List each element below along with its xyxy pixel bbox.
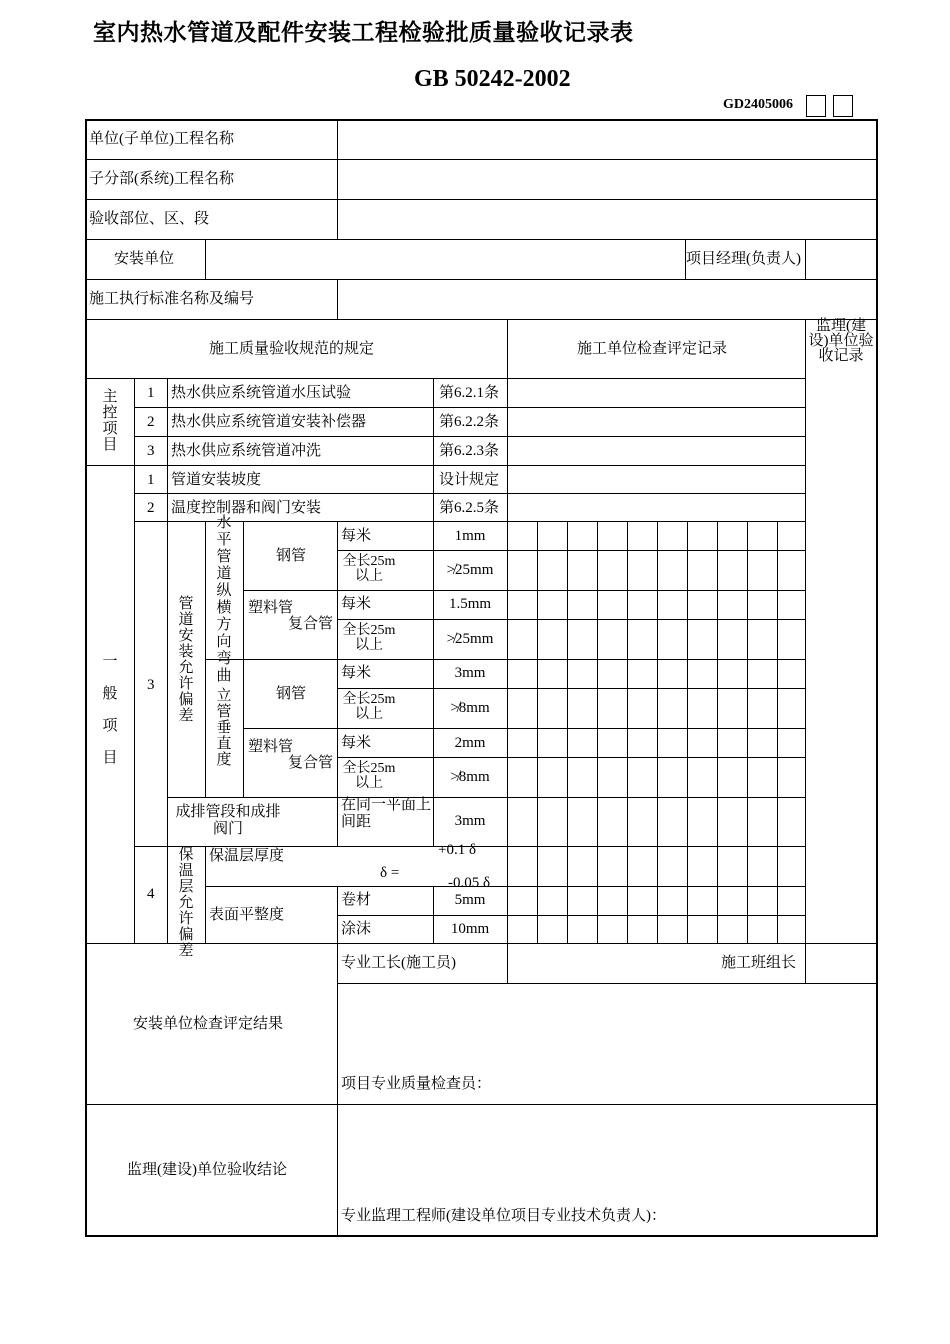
- main-row-3-clause: 第6.2.3条: [439, 443, 500, 459]
- v-steel-label: 钢管: [276, 686, 307, 702]
- v-plastic-per-m-label: 每米: [341, 735, 372, 751]
- row-pipe-label: 成排管段和成排阀门: [175, 804, 281, 837]
- main-items-label: 主控项目: [102, 389, 118, 453]
- insulation-thickness-tolerance: [434, 842, 506, 891]
- roll-material-label: 卷材: [341, 892, 372, 908]
- v-composite-label: 复合管: [287, 755, 333, 771]
- thickness-minus: -0.05 δ: [448, 875, 491, 891]
- project-manager-label: 项目经理(负责人): [686, 251, 801, 267]
- v-steel-full-value: ≯8mm: [450, 700, 490, 716]
- supervision-engineer-label: 专业监理工程师(建设单位项目专业技术负责人)：: [341, 1208, 666, 1224]
- supervision-conclusion-label: 监理(建设)单位验收结论: [127, 1162, 287, 1178]
- main-row-1-clause: 第6.2.1条: [439, 385, 500, 401]
- h-plastic-full-value: ≯25mm: [446, 631, 494, 647]
- v-plastic-per-m-value: 2mm: [454, 735, 486, 751]
- sub-division-name-label: 子分部(系统)工程名称: [89, 171, 234, 187]
- horizontal-bend-label: 水平管道纵横方向弯曲: [216, 515, 232, 684]
- construction-standard-label: 施工执行标准名称及编号: [89, 291, 255, 307]
- v-plastic-label: 塑料管: [248, 739, 294, 755]
- team-leader-label: 施工班组长: [721, 955, 797, 971]
- v-steel-per-m-value: 3mm: [454, 665, 486, 681]
- general-row-3-no: 3: [147, 677, 155, 693]
- insulation-deviation-label: 保温层允许偏差: [178, 847, 194, 959]
- main-row-3-no: 3: [147, 443, 155, 459]
- insulation-thickness-symbol: δ =: [380, 865, 400, 881]
- surface-flatness-label: 表面平整度: [209, 907, 285, 923]
- quality-inspector-label: 项目专业质量检查员：: [341, 1076, 492, 1092]
- thickness-plus: +0.1 δ: [438, 842, 477, 858]
- h-plastic-per-m-label: 每米: [341, 596, 372, 612]
- general-row-1-clause: 设计规定: [439, 472, 500, 488]
- paint-label: 涂沫: [341, 921, 372, 937]
- standard-number: GB 50242-2002: [414, 66, 571, 92]
- h-steel-per-m-label: 每米: [341, 528, 372, 544]
- check-record-header: 施工单位检查评定记录: [577, 341, 728, 357]
- code-box-1[interactable]: [806, 95, 826, 117]
- main-row-2-item: 热水供应系统管道安装补偿器: [171, 414, 367, 430]
- main-row-1-item: 热水供应系统管道水压试验: [171, 385, 352, 401]
- form-title: 室内热水管道及配件安装工程检验批质量验收记录表: [93, 20, 634, 46]
- general-row-2-clause: 第6.2.5条: [439, 500, 500, 516]
- h-steel-full-label: 全长25m以上: [342, 554, 396, 584]
- h-steel-per-m-value: 1mm: [454, 528, 486, 544]
- code-box-2[interactable]: [833, 95, 853, 117]
- main-row-2-clause: 第6.2.2条: [439, 414, 500, 430]
- h-plastic-full-label: 全长25m以上: [342, 623, 396, 653]
- general-row-2-no: 2: [147, 500, 155, 516]
- roll-material-value: 5mm: [454, 892, 486, 908]
- form-code: GD2405006: [723, 97, 793, 112]
- general-row-1-no: 1: [147, 472, 155, 488]
- main-row-1-no: 1: [147, 385, 155, 401]
- install-unit-label: 安装单位: [114, 251, 175, 267]
- pipe-deviation-label: 管道安装允许偏差: [178, 596, 194, 724]
- main-row-2-no: 2: [147, 414, 155, 430]
- unit-project-name-label: 单位(子单位)工程名称: [89, 131, 234, 147]
- supervision-header: 监理(建设)单位验收记录: [808, 318, 874, 364]
- row-pipe-value: 3mm: [454, 813, 486, 829]
- h-composite-label: 复合管: [287, 616, 333, 632]
- row-pipe-condition: 在同一平面上间距: [341, 797, 432, 830]
- spec-header: 施工质量验收规范的规定: [209, 341, 375, 357]
- insulation-thickness-label: 保温层厚度: [209, 848, 285, 864]
- v-plastic-full-value: ≯8mm: [450, 769, 490, 785]
- v-steel-full-label: 全长25m以上: [342, 692, 396, 722]
- h-plastic-label: 塑料管: [248, 600, 294, 616]
- paint-value: 10mm: [450, 921, 490, 937]
- general-row-4-no: 4: [147, 886, 155, 902]
- vertical-label: 立管垂直度: [216, 688, 232, 768]
- main-row-3-item: 热水供应系统管道冲洗: [171, 443, 322, 459]
- foreman-label: 专业工长(施工员): [341, 955, 456, 971]
- install-result-label: 安装单位检查评定结果: [133, 1016, 284, 1032]
- v-plastic-full-label: 全长25m以上: [342, 761, 396, 791]
- general-row-2-item: 温度控制器和阀门安装: [171, 500, 322, 516]
- general-items-label: 一般项目: [102, 654, 118, 766]
- h-steel-full-value: ≯25mm: [446, 562, 494, 578]
- acceptance-part-label: 验收部位、区、段: [89, 211, 210, 227]
- h-plastic-per-m-value: 1.5mm: [448, 596, 492, 612]
- h-steel-label: 钢管: [276, 548, 307, 564]
- general-row-1-item: 管道安装坡度: [171, 472, 262, 488]
- v-steel-per-m-label: 每米: [341, 665, 372, 681]
